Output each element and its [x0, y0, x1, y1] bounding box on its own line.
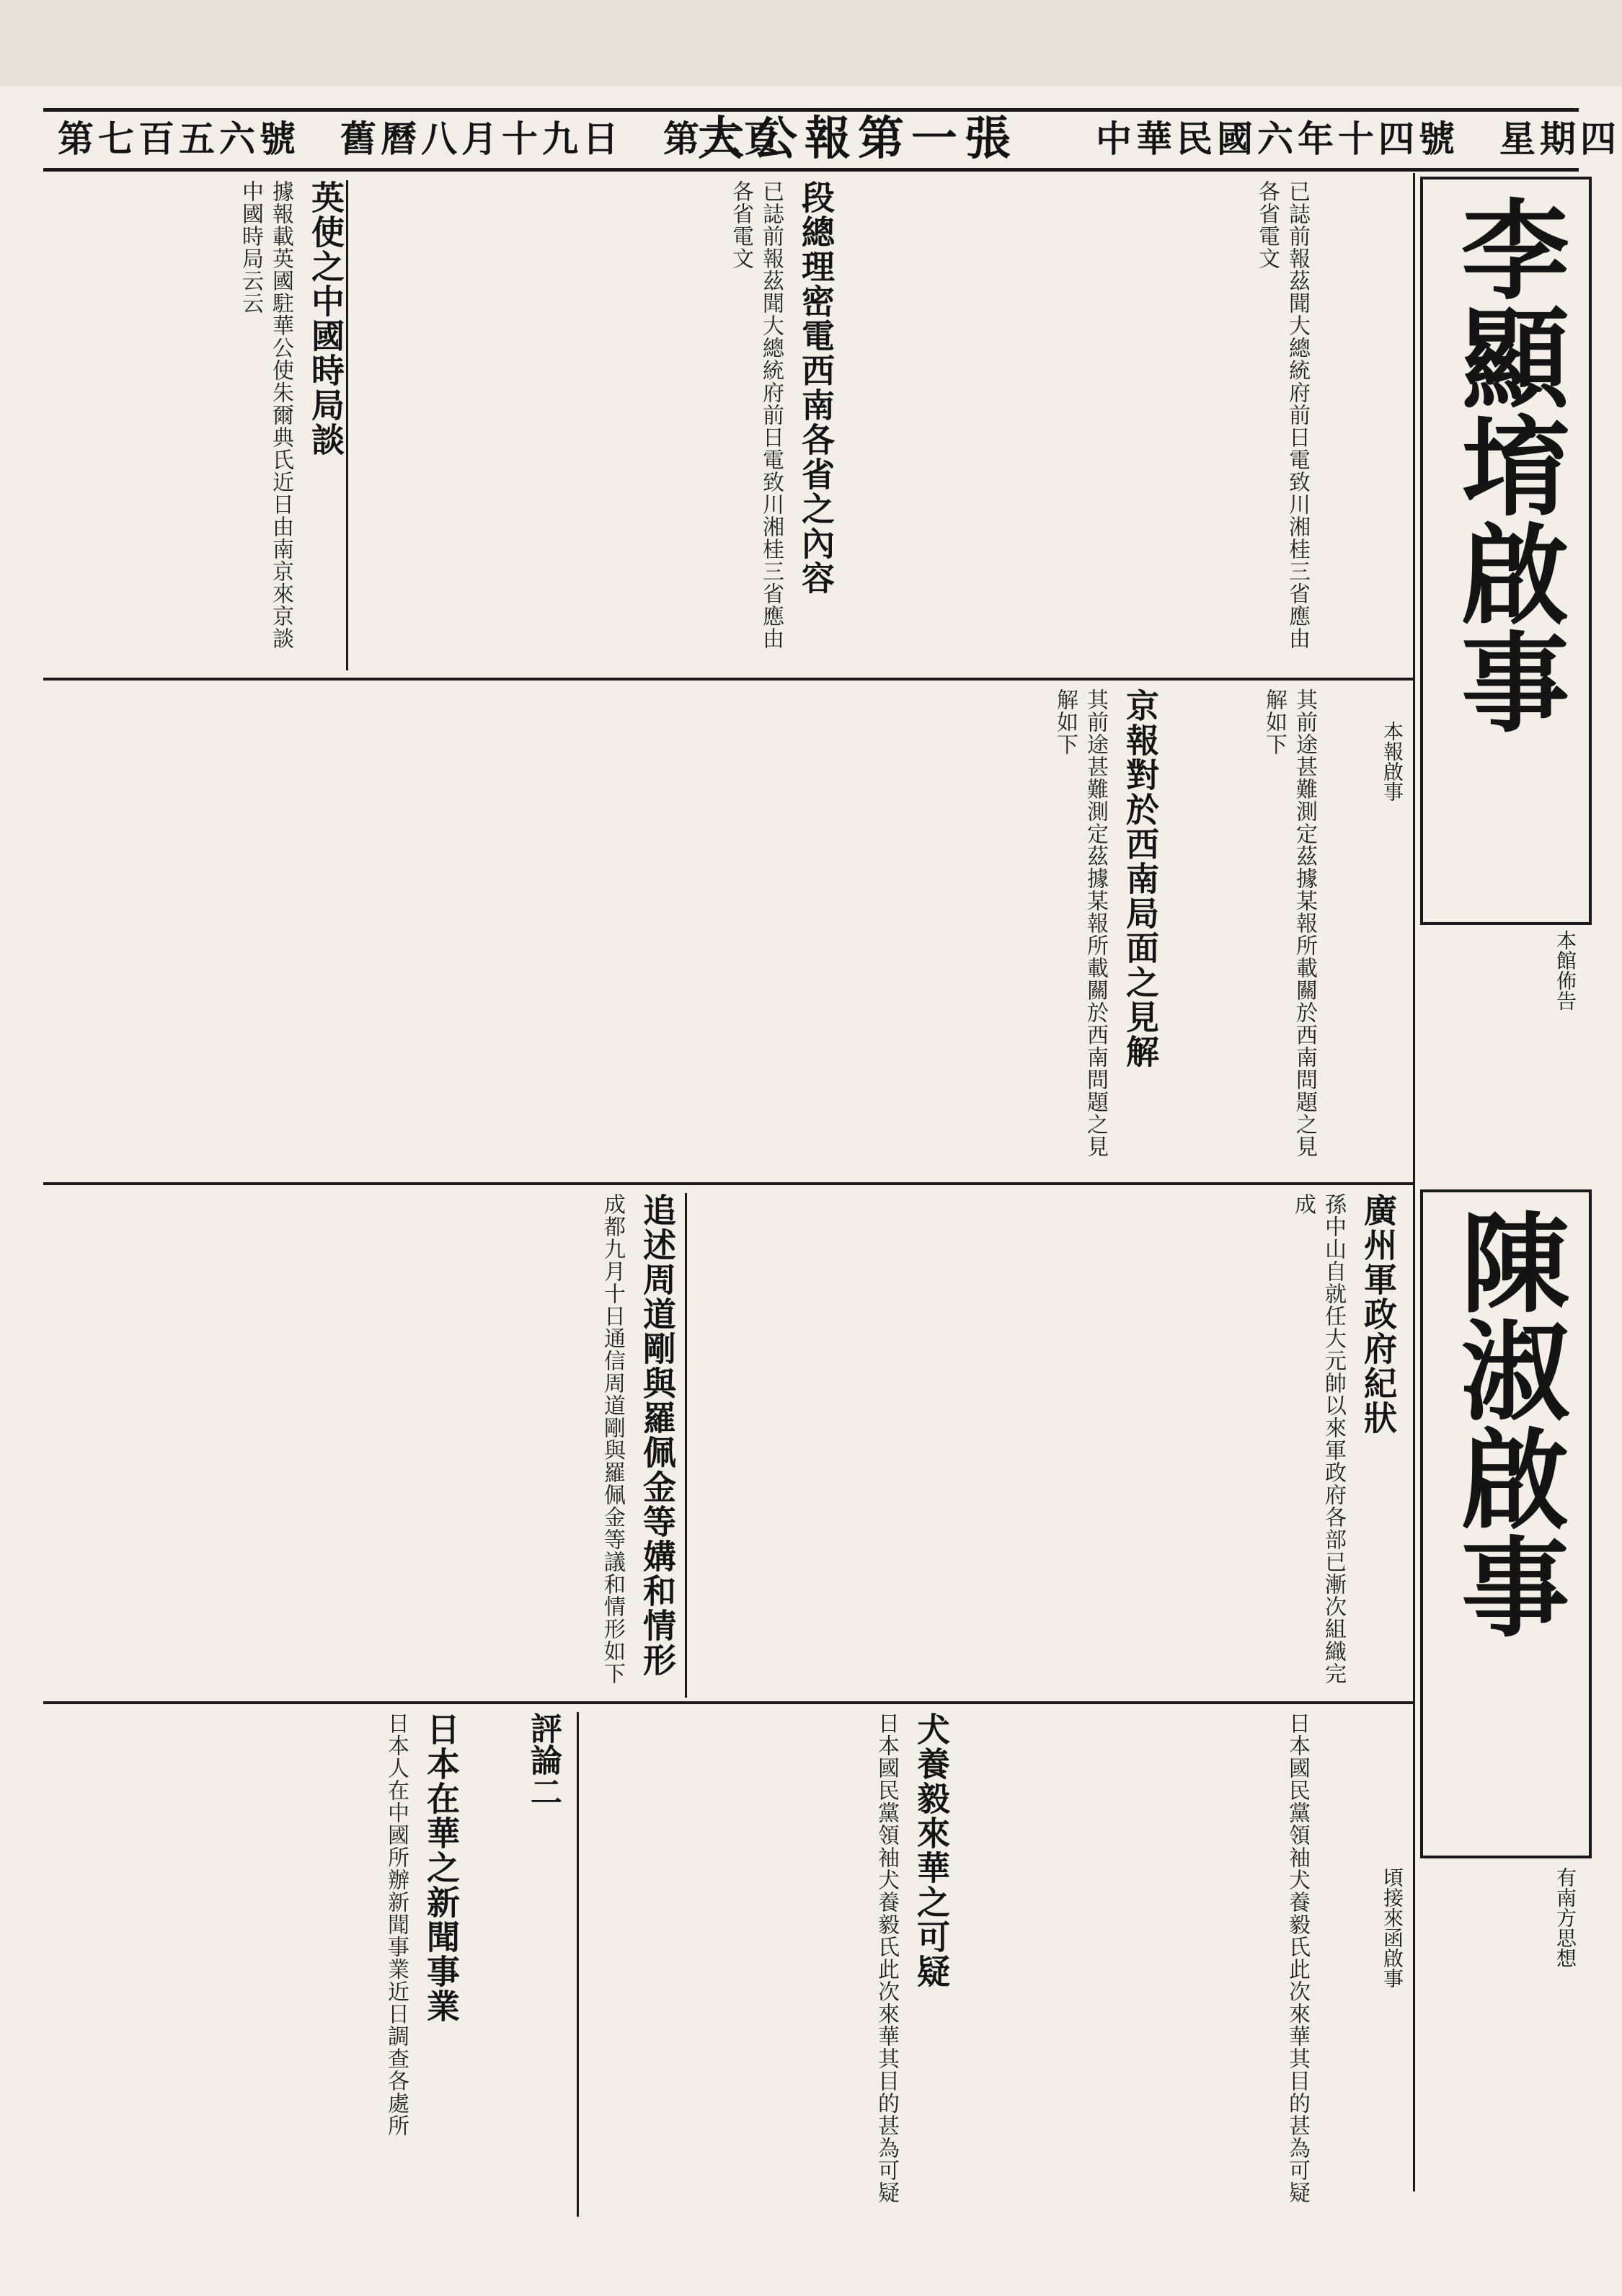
ad-title-2: 陳淑啟事 [1442, 1207, 1569, 1639]
tier-rule-3 [43, 1701, 1413, 1704]
column-rule [577, 1712, 579, 2217]
column-rule [685, 1193, 687, 1698]
article-headline: 京報對於西南局面之見解 [1121, 688, 1160, 1069]
article-body: 成都九月十日通信周道剛與羅佩金等議和情形如下 [600, 1193, 625, 1685]
article-body: 日本國民黨領袖犬養毅氏此次來華其目的甚為可疑 [874, 1712, 899, 2204]
article-body-cont: 其前途甚難測定茲據某報所載關於西南問題之見解如下 [1052, 688, 1108, 1158]
tier-rule-1 [43, 678, 1413, 681]
comment-title: 評論二 [525, 1712, 562, 1807]
ad-title-1: 李顯堉啟事 [1442, 194, 1569, 735]
ad-box-2 [1420, 1189, 1592, 1858]
ad-notice-2: 有南方思想 [1554, 1867, 1577, 1968]
ad-notice-3: 本報啟事 [1381, 721, 1404, 802]
article-headline: 日本在華之新聞事業 [422, 1712, 461, 2024]
article-body: 孫中山自就任大元帥以來軍政府各部已漸次組織完成 [1290, 1193, 1346, 1685]
article-headline: 廣州軍政府紀狀 [1359, 1193, 1398, 1435]
article-body: 其前途甚難測定茲據某報所載關於西南問題之見解如下 [1262, 688, 1317, 1158]
article-body: 日本人在中國所辦新聞事業近日調查各處所 [384, 1712, 409, 2137]
masthead [43, 108, 1621, 172]
article-headline: 追述周道剛與羅佩金等媾和情形 [638, 1193, 677, 1677]
ad-notice-1: 本館佈告 [1554, 930, 1577, 1011]
column-rule [1413, 173, 1415, 2191]
ad-notice-4: 頃接來函啟事 [1381, 1867, 1404, 1988]
article-headline: 犬養毅來華之可疑 [912, 1712, 951, 1989]
masthead-title: 大公報第一張 [698, 112, 1018, 166]
column-rule [346, 180, 348, 670]
paper-edge [0, 0, 1622, 87]
article-body-cont: 已誌前報茲聞大總統府前日電致川湘桂三省應由各省電文 [728, 180, 784, 650]
masthead-left: 第七百五六號 舊曆八月十九日 第三頁 [58, 118, 784, 160]
article-body: 據報載英國駐華公使朱爾典氏近日由南京來京談中國時局云云 [238, 180, 293, 650]
tier-rule-2 [43, 1182, 1413, 1185]
article-headline: 段總理密電西南各省之內容 [797, 180, 836, 595]
ad-box-1 [1420, 177, 1592, 925]
article-body-cont: 日本國民黨領袖犬養毅氏此次來華其目的甚為可疑 [1285, 1712, 1310, 2204]
masthead-right: 中華民國六年十四號 星期四 [1096, 118, 1621, 160]
article-body: 已誌前報茲聞大總統府前日電致川湘桂三省應由各省電文 [1254, 180, 1310, 650]
article-headline: 英使之中國時局談 [306, 180, 345, 457]
